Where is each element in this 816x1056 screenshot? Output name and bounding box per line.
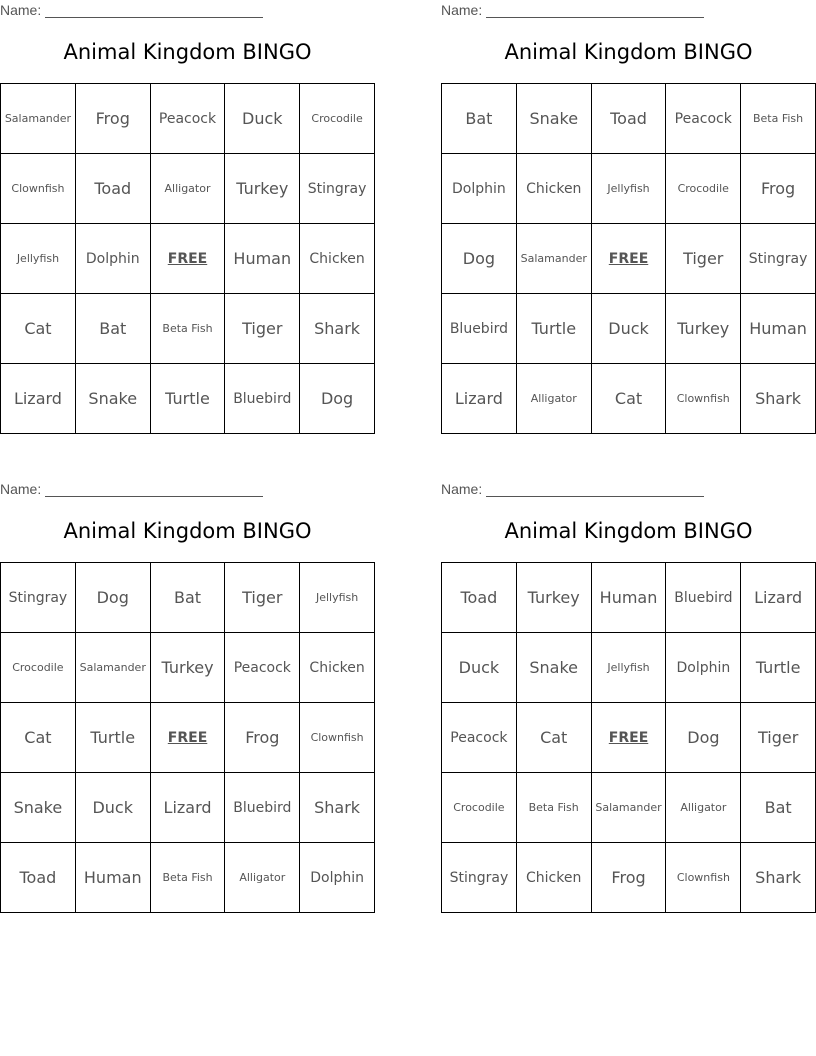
bingo-cell[interactable]: Snake [516, 84, 591, 154]
bingo-cell[interactable]: Duck [75, 773, 150, 843]
bingo-cell[interactable]: Lizard [741, 563, 816, 633]
grid-row [1, 84, 375, 154]
bingo-cell[interactable]: Beta Fish [516, 773, 591, 843]
bingo-cell[interactable]: Dolphin [666, 633, 741, 703]
bingo-cell[interactable]: Dolphin [75, 224, 150, 294]
bingo-cell[interactable]: Turkey [150, 633, 225, 703]
bingo-cell[interactable]: Peacock [150, 84, 225, 154]
grid-row [1, 364, 375, 434]
grid-row [442, 773, 816, 843]
bingo-cell[interactable]: Turtle [75, 703, 150, 773]
bingo-cell[interactable]: Frog [75, 84, 150, 154]
bingo-cell[interactable]: Lizard [1, 364, 76, 434]
bingo-cell[interactable]: Clownfish [666, 364, 741, 434]
bingo-grid [441, 83, 816, 434]
bingo-cell[interactable]: Turtle [516, 294, 591, 364]
bingo-cell[interactable]: Crocodile [666, 154, 741, 224]
bingo-cell[interactable]: Cat [591, 364, 666, 434]
bingo-grid [441, 562, 816, 913]
grid-row [1, 633, 375, 703]
name-label: Name: [0, 2, 42, 18]
grid-row [1, 773, 375, 843]
bingo-cell[interactable]: Alligator [225, 843, 300, 913]
bingo-cell[interactable]: Frog [741, 154, 816, 224]
card-title: Animal Kingdom BINGO [504, 519, 753, 543]
bingo-cell[interactable]: Jellyfish [1, 224, 76, 294]
bingo-cell[interactable]: Dolphin [300, 843, 375, 913]
bingo-grid [0, 83, 375, 434]
bingo-cell[interactable]: Dog [442, 224, 517, 294]
bingo-cell[interactable]: Human [225, 224, 300, 294]
bingo-cell[interactable]: Crocodile [300, 84, 375, 154]
bingo-cell[interactable]: Salamander [591, 773, 666, 843]
bingo-cell[interactable]: Toad [1, 843, 76, 913]
bingo-card-4 [441, 479, 816, 919]
grid-row [442, 294, 816, 364]
bingo-cell[interactable]: Bluebird [666, 563, 741, 633]
name-blank-line[interactable] [486, 4, 704, 18]
bingo-cell[interactable]: Tiger [666, 224, 741, 294]
bingo-cell[interactable]: Alligator [150, 154, 225, 224]
bingo-cell[interactable]: Beta Fish [150, 294, 225, 364]
bingo-cell[interactable]: Chicken [516, 154, 591, 224]
bingo-cell[interactable]: Crocodile [1, 633, 76, 703]
bingo-cell[interactable]: Shark [741, 843, 816, 913]
bingo-cell[interactable]: Frog [591, 843, 666, 913]
name-blank-line[interactable] [45, 483, 263, 497]
free-space[interactable]: FREE [591, 224, 666, 294]
grid-row [442, 633, 816, 703]
name-field[interactable] [0, 481, 263, 497]
bingo-cell[interactable]: Toad [591, 84, 666, 154]
bingo-cell[interactable]: Alligator [666, 773, 741, 843]
bingo-cell[interactable]: Turtle [150, 364, 225, 434]
free-space[interactable]: FREE [591, 703, 666, 773]
grid-row [1, 703, 375, 773]
bingo-cell[interactable]: Stingray [300, 154, 375, 224]
name-field[interactable] [441, 2, 704, 18]
bingo-cell[interactable]: Bat [741, 773, 816, 843]
bingo-cell[interactable]: Duck [442, 633, 517, 703]
bingo-cell[interactable]: Snake [1, 773, 76, 843]
bingo-cell[interactable]: Alligator [516, 364, 591, 434]
bingo-cell[interactable]: Salamander [75, 633, 150, 703]
name-blank-line[interactable] [45, 4, 263, 18]
card-title: Animal Kingdom BINGO [63, 40, 312, 64]
bingo-cell[interactable]: Crocodile [442, 773, 517, 843]
bingo-cell[interactable]: Peacock [666, 84, 741, 154]
bingo-cell[interactable]: Dolphin [442, 154, 517, 224]
free-space[interactable]: FREE [150, 224, 225, 294]
bingo-cell[interactable]: Cat [1, 294, 76, 364]
bingo-card-2 [441, 0, 816, 440]
bingo-cell[interactable]: Jellyfish [300, 563, 375, 633]
bingo-cell[interactable]: Turkey [225, 154, 300, 224]
grid-row [442, 703, 816, 773]
name-field[interactable] [441, 481, 704, 497]
bingo-cell[interactable]: Bluebird [225, 364, 300, 434]
bingo-cell[interactable]: Salamander [516, 224, 591, 294]
bingo-cell[interactable]: Lizard [150, 773, 225, 843]
bingo-cell[interactable]: Stingray [442, 843, 517, 913]
bingo-cell[interactable]: Shark [300, 294, 375, 364]
grid-row [442, 224, 816, 294]
bingo-cell[interactable]: Turtle [741, 633, 816, 703]
bingo-cell[interactable]: Turkey [516, 563, 591, 633]
grid-row [1, 154, 375, 224]
bingo-cell[interactable]: Human [591, 563, 666, 633]
bingo-cell[interactable]: Cat [516, 703, 591, 773]
bingo-cell[interactable]: Jellyfish [591, 154, 666, 224]
bingo-cell[interactable]: Jellyfish [591, 633, 666, 703]
bingo-cell[interactable]: Toad [75, 154, 150, 224]
free-space[interactable]: FREE [150, 703, 225, 773]
name-label: Name: [441, 481, 483, 497]
bingo-cell[interactable]: Chicken [300, 633, 375, 703]
bingo-cell[interactable]: Tiger [225, 563, 300, 633]
name-label: Name: [0, 481, 42, 497]
grid-row [442, 154, 816, 224]
bingo-cell[interactable]: Clownfish [666, 843, 741, 913]
bingo-grid [0, 562, 375, 913]
bingo-cell[interactable]: Shark [741, 364, 816, 434]
bingo-cell[interactable]: Toad [442, 563, 517, 633]
grid-row [1, 843, 375, 913]
bingo-cell[interactable]: Peacock [225, 633, 300, 703]
bingo-cell[interactable]: Beta Fish [741, 84, 816, 154]
bingo-cell[interactable]: Snake [75, 364, 150, 434]
bingo-cell[interactable]: Duck [225, 84, 300, 154]
bingo-cell[interactable]: Dog [75, 563, 150, 633]
name-blank-line[interactable] [486, 483, 704, 497]
bingo-cell[interactable]: Tiger [741, 703, 816, 773]
bingo-card-1 [0, 0, 375, 440]
bingo-cell[interactable]: Bluebird [225, 773, 300, 843]
bingo-cell[interactable]: Snake [516, 633, 591, 703]
name-field[interactable] [0, 2, 263, 18]
bingo-cell[interactable]: Bat [442, 84, 517, 154]
bingo-cell[interactable]: Clownfish [300, 703, 375, 773]
bingo-cell[interactable]: Beta Fish [150, 843, 225, 913]
bingo-cell[interactable]: Duck [591, 294, 666, 364]
grid-row [1, 563, 375, 633]
grid-row [442, 364, 816, 434]
bingo-cell[interactable]: Bluebird [442, 294, 517, 364]
bingo-cell[interactable]: Tiger [225, 294, 300, 364]
bingo-cell[interactable]: Turkey [666, 294, 741, 364]
bingo-cell[interactable]: Bat [75, 294, 150, 364]
bingo-cell[interactable]: Lizard [442, 364, 517, 434]
bingo-cell[interactable]: Clownfish [1, 154, 76, 224]
bingo-cell[interactable]: Chicken [516, 843, 591, 913]
card-title: Animal Kingdom BINGO [63, 519, 312, 543]
bingo-cell[interactable]: Shark [300, 773, 375, 843]
bingo-cell[interactable]: Stingray [741, 224, 816, 294]
card-title: Animal Kingdom BINGO [504, 40, 753, 64]
name-label: Name: [441, 2, 483, 18]
bingo-cell[interactable]: Bat [150, 563, 225, 633]
grid-row [442, 843, 816, 913]
grid-row [1, 224, 375, 294]
grid-row [442, 84, 816, 154]
bingo-cell[interactable]: Salamander [1, 84, 76, 154]
bingo-cell[interactable]: Human [741, 294, 816, 364]
bingo-cell[interactable]: Peacock [442, 703, 517, 773]
bingo-cell[interactable]: Dog [300, 364, 375, 434]
grid-row [442, 563, 816, 633]
bingo-cell[interactable]: Stingray [1, 563, 76, 633]
bingo-cell[interactable]: Human [75, 843, 150, 913]
bingo-cell[interactable]: Frog [225, 703, 300, 773]
bingo-cell[interactable]: Chicken [300, 224, 375, 294]
bingo-cell[interactable]: Dog [666, 703, 741, 773]
bingo-card-3 [0, 479, 375, 919]
bingo-cell[interactable]: Cat [1, 703, 76, 773]
grid-row [1, 294, 375, 364]
